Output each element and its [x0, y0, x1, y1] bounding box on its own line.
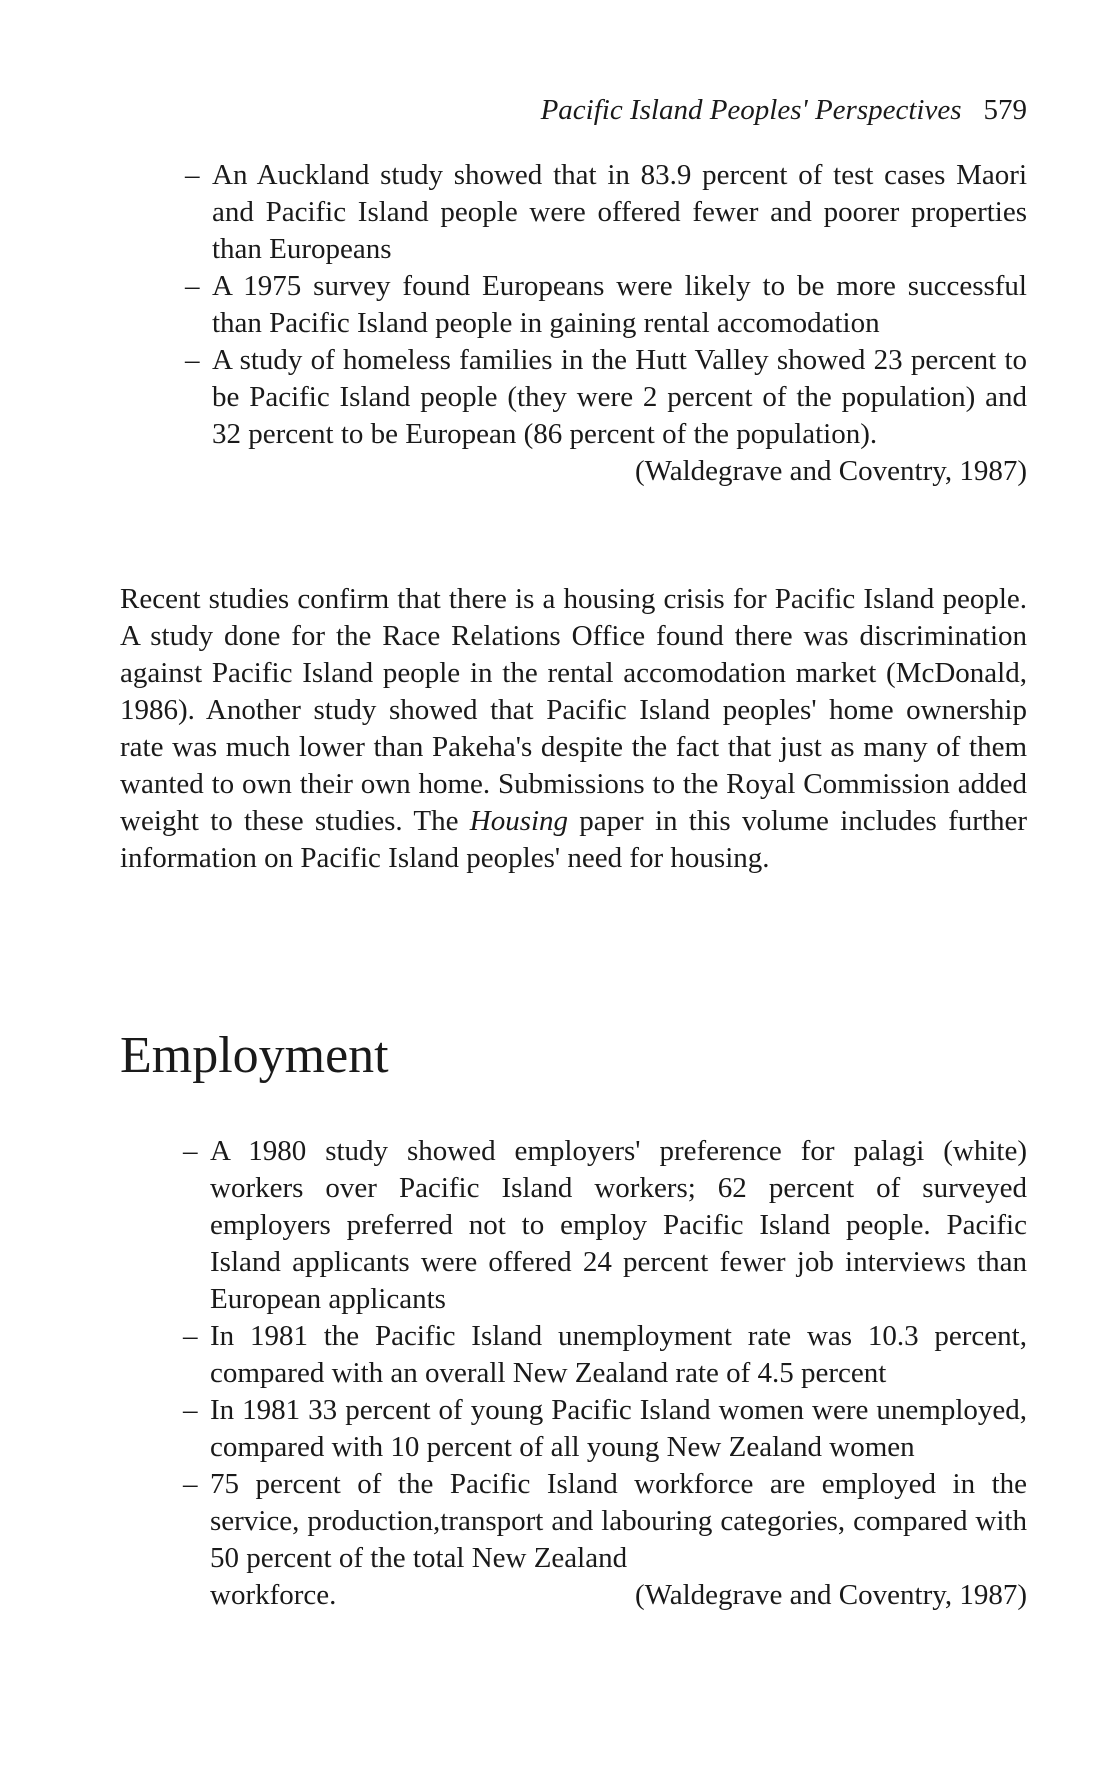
list-item: [185, 268, 1027, 342]
dash-marker: –: [183, 1394, 198, 1426]
bullet-text: In 1981 the Pacific Island unemployment rate was 10.3 percent, compared with an overall New Zealand rate of 4.5 percent: [210, 1320, 1027, 1389]
dash-marker: –: [183, 1468, 198, 1500]
bullet-text: A study of homeless families in the Hutt Valley showed 23 percent to be Pacific Island people (they were 2 percent of the population) and 32 percent to be European (86 percent of the population).: [212, 344, 1027, 450]
employment-citation: (Waldegrave and Coventry, 1987): [635, 1579, 1027, 1611]
body-text-part-1: Recent studies confirm that there is a housing crisis for Pacific Island people. A study done for the Race Relations Office found there was discrimination against Pacific Island people in the rental accomodation market (McDonald, 1986). Another study showed that Pacific Island peoples' home ownership rate was much lower than Pakeha's despite the fact that just as many of them wanted to own their own home. Submissions to the Royal Commission added weight to these studies. The: [120, 583, 1027, 837]
bullet-text: A 1975 survey found Europeans were likely to be more successful than Pacific Island people in gaining rental accomodation: [212, 270, 1027, 339]
bullet-text: 75 percent of the Pacific Island workforce are employed in the service, production,transport and labouring categories, compared with 50 percent of the total New Zealand: [210, 1468, 1027, 1574]
list-item: [185, 157, 1027, 268]
dash-marker: –: [183, 1320, 198, 1352]
running-head-title: Pacific Island Peoples' Perspectives: [540, 94, 962, 126]
section-heading: Employment: [120, 1027, 389, 1084]
body-text-part-2: paper in this volume includes further information on Pacific Island peoples' need for housing.: [120, 805, 1027, 874]
list-item: [183, 1133, 1027, 1318]
body-paragraph: [120, 581, 1027, 877]
page-number: 579: [983, 94, 1027, 126]
bullet-last-word: workforce.: [210, 1579, 337, 1611]
list-item: [183, 1392, 1027, 1466]
dash-marker: –: [185, 270, 200, 302]
list-item: [183, 1466, 1027, 1577]
bullet-text: In 1981 33 percent of young Pacific Island women were unemployed, compared with 10 percent of all young New Zealand women: [210, 1394, 1027, 1463]
housing-citation: (Waldegrave and Coventry, 1987): [635, 455, 1027, 487]
housing-paper-title: Housing: [469, 805, 569, 837]
housing-bullet-list: [185, 157, 1027, 490]
bullet-text: An Auckland study showed that in 83.9 percent of test cases Maori and Pacific Island people were offered fewer and poorer properties than Europeans: [212, 159, 1027, 265]
dash-marker: –: [185, 344, 200, 376]
list-item: [185, 342, 1027, 453]
final-line: [183, 1577, 1027, 1614]
dash-marker: –: [185, 159, 200, 191]
running-head: [120, 92, 1027, 128]
employment-bullet-list: [183, 1133, 1027, 1614]
dash-marker: –: [183, 1135, 198, 1167]
bullet-text: A 1980 study showed employers' preference for palagi (white) workers over Pacific Island workers; 62 percent of surveyed employers preferred not to employ Pacific Island people. Pacific Island applicants were offered 24 percent fewer job interviews than European applicants: [210, 1135, 1027, 1315]
list-item: [183, 1318, 1027, 1392]
